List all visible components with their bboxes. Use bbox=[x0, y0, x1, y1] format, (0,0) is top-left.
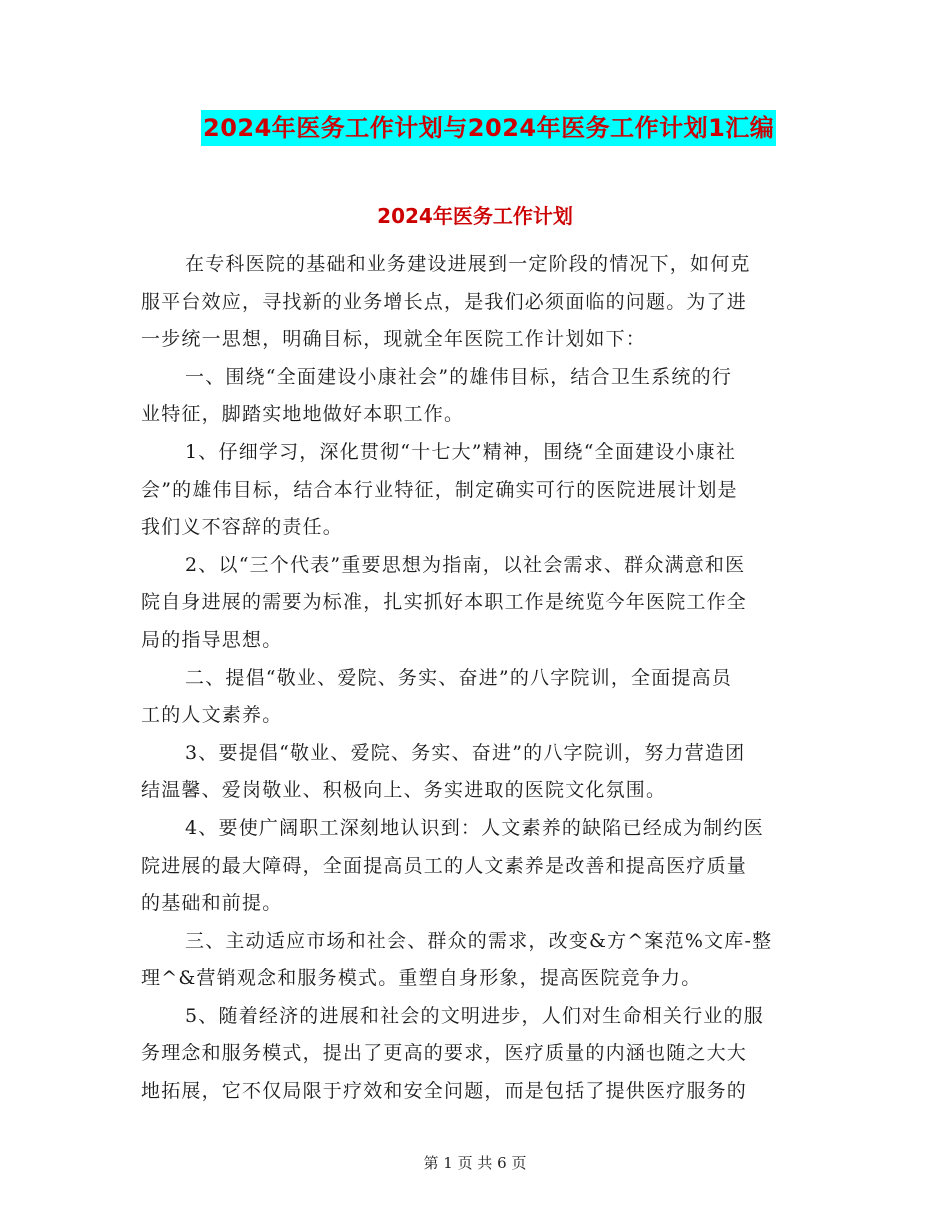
paragraph-line: 地拓展，它不仅局限于疗效和安全问题，而是包括了提供医疗服务的 bbox=[141, 1080, 748, 1103]
paragraph-line: 结温馨、爱岗敬业、积极向上、务实进取的医院文化氛围。 bbox=[141, 779, 667, 802]
paragraph-line: 5、随着经济的进展和社会的文明进步，人们对生命相关行业的服 bbox=[185, 1004, 764, 1027]
paragraph-line: 一步统一思想，明确目标，现就全年医院工作计划如下： bbox=[141, 328, 647, 351]
paragraph-line: 在专科医院的基础和业务建设进展到一定阶段的情况下，如何克 bbox=[185, 253, 751, 275]
page-number: 第 1 页 共 6 页 bbox=[423, 1154, 527, 1172]
paragraph-line: 的基础和前提。 bbox=[141, 892, 283, 915]
paragraph-line: 业特征，脚踏实地地做好本职工作。 bbox=[141, 403, 465, 426]
document-body bbox=[141, 246, 813, 1111]
paragraph-line: 服平台效应，寻找新的业务增长点，是我们必须面临的问题。为了进 bbox=[141, 290, 748, 313]
paragraph-line: 工的人文素养。 bbox=[141, 704, 283, 727]
paragraph-line: 3、要提倡“敬业、爱院、务实、奋进”的八字院训，努力营造团 bbox=[185, 741, 746, 764]
document-title: 2024年医务工作计划与2024年医务工作计划1汇编 bbox=[201, 110, 776, 146]
paragraph-line: 二、提倡“敬业、爱院、务实、奋进”的八字院训，全面提高员 bbox=[185, 666, 733, 689]
paragraph-line: 4、要使广阔职工深刻地认识到：人文素养的缺陷已经成为制约医 bbox=[185, 816, 764, 839]
paragraph-line: 院进展的最大障碍，全面提高员工的人文素养是改善和提高医疗质量 bbox=[141, 854, 748, 877]
section-title: 2024年医务工作计划 bbox=[377, 204, 573, 228]
paragraph-line: 理^&营销观念和服务模式。重塑自身形象，提高医院竞争力。 bbox=[141, 967, 702, 990]
paragraph-line: 1、仔细学习，深化贯彻“十七大”精神，围绕“全面建设小康社 bbox=[185, 440, 737, 463]
paragraph-line: 务理念和服务模式，提出了更高的要求，医疗质量的内涵也随之大大 bbox=[141, 1042, 748, 1065]
paragraph-line: 三、主动适应市场和社会、群众的需求，改变&方^案范%文库-整 bbox=[185, 929, 773, 952]
paragraph-line: 2、以“三个代表”重要思想为指南，以社会需求、群众满意和医 bbox=[185, 553, 746, 576]
paragraph-line: 院自身进展的需要为标准，扎实抓好本职工作是统览今年医院工作全 bbox=[141, 591, 748, 614]
paragraph-line: 局的指导思想。 bbox=[141, 628, 283, 651]
paragraph-line: 会”的雄伟目标，结合本行业特征，制定确实可行的医院进展计划是 bbox=[141, 478, 738, 501]
paragraph-line: 一、围绕“全面建设小康社会”的雄伟目标，结合卫生系统的行 bbox=[185, 365, 733, 388]
paragraph-line: 我们义不容辞的责任。 bbox=[141, 516, 344, 539]
